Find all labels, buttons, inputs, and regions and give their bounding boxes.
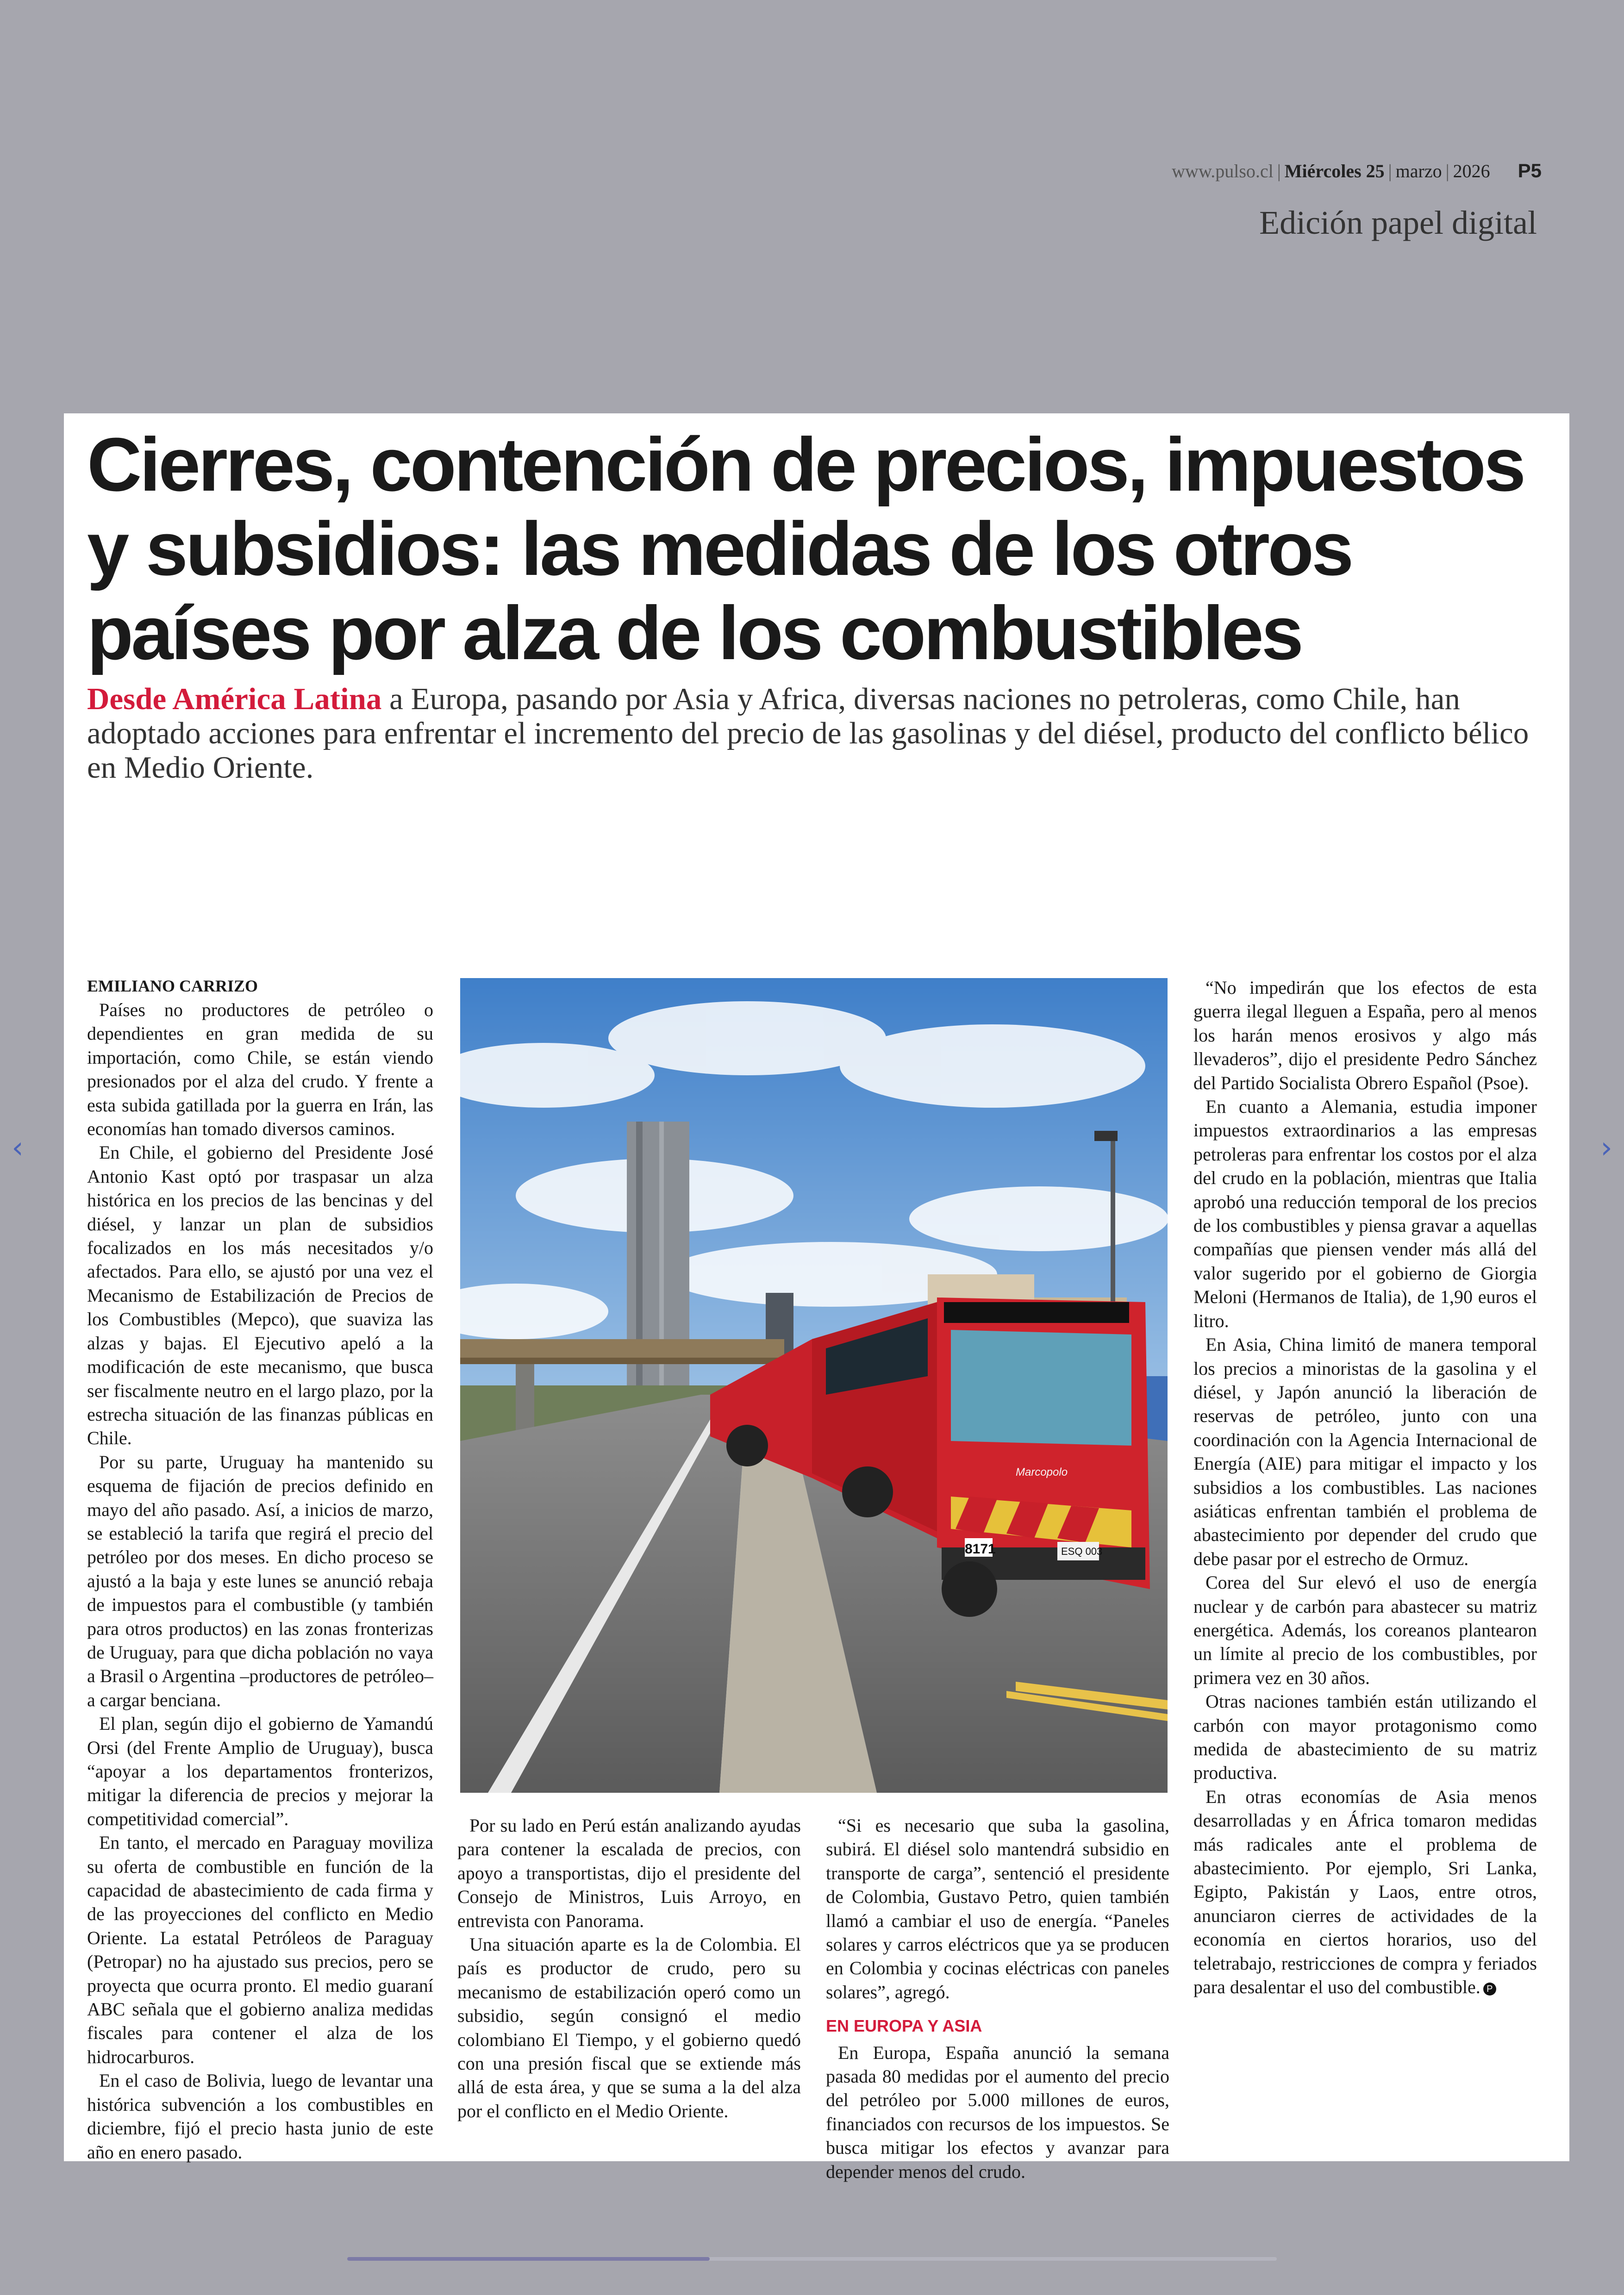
masthead-meta: www.pulso.cl | Miércoles 25 | marzo | 2026 P5 bbox=[1172, 160, 1542, 181]
prev-page-button[interactable] bbox=[4, 1129, 31, 1166]
paragraph-final bbox=[1193, 1785, 1537, 1999]
newspaper-page bbox=[64, 413, 1569, 2182]
paragraph: En Europa, España anunció la semana pasada 80 medidas por el aumento del precio del petróleo por 5.000 millones de euros, financiados con recursos de los impuestos. Se busca mitigar los efectos y avanzar para depender menos del crudo. bbox=[826, 2042, 1169, 2182]
paragraph: En Chile, el gobierno del Presidente José Antonio Kast optó por traspasar un alza histórica en los precios de las bencinas y del diésel, y lanzar un plan de subsidios focalizados en los más necesitados y/o afectados. Para ello, se ajustó por una vez el Mecanismo de Estabilización de Precios de los Combustibles (Mepco), que suaviza las alzas y bajas. El Ejecutivo apeló a la modificación de este mecanismo, que busca ser fiscalmente neutro en el largo plazo, por la estrecha situación de las finanzas públicas en Chile. bbox=[87, 1142, 433, 1449]
paragraph: En el caso de Bolivia, luego de levantar una histórica subvención a los combustibles en diciembre, fijó el precio hasta junio de este año en enero pasado. bbox=[87, 2070, 433, 2163]
edition-weekday-day: Miércoles 25 bbox=[1284, 161, 1385, 181]
paragraph: Corea del Sur elevó el uso de energía nuclear y de carbón para abastecer su matriz energética. Además, los coreanos plantearon un límite al precio de los combustibles, por primera vez en 30 años. bbox=[1193, 1572, 1537, 1688]
byline: EMILIANO CARRIZO bbox=[87, 977, 258, 995]
paragraph: “Si es necesario que suba la gasolina, subirá. El diésel solo mantendrá subsidio en transporte de carga”, sentenció el presidente de Colombia, Gustavo Petro, quien también llamó a cambiar el uso de energía. “Paneles solares y carros eléctricos que ya se producen en Colombia y cocinas eléctricas con paneles solares”, agregó. bbox=[826, 1815, 1169, 2002]
paragraph: Otras naciones también están utilizando el carbón con mayor protagonismo como medida de abastecimiento de su matriz productiva. bbox=[1193, 1691, 1537, 1784]
paragraph: En cuanto a Alemania, estudia imponer impuestos extraordinarios a las empresas petroleras para enfrentar los costos por el alza del crudo en la población, mientras que Italia aprobó una reducción temporal de los precios de los combustibles y piensa gravar a aquellas compañías que piensen vender más allá del valor sugerido por el gobierno de Giorgia Meloni (Hermanos de Italia), de 1,90 euros el litro. bbox=[1193, 1096, 1537, 1331]
article-column-1 bbox=[87, 976, 433, 2164]
article-column-4 bbox=[1193, 976, 1537, 1999]
paragraph: Por su lado en Perú están analizando ayudas para contener la escalada de precios, con apoyo a transportistas, dijo el presidente del Consejo de Ministros, Luis Arroyo, en entrevista con Panorama. bbox=[457, 1815, 801, 1931]
article-photo-bus bbox=[460, 978, 1168, 1793]
bus-number: 8171 bbox=[965, 1541, 996, 1557]
section-subhead: EN EUROPA Y ASIA bbox=[826, 2016, 982, 2036]
deck-text: a Europa, pasando por Asia y Africa, diversas naciones no petroleras, como Chile, han adoptado acciones para enfrentar el incremento del precio de las gasolinas y del diésel, producto del conflicto bélico en Medio Oriente. bbox=[87, 682, 1529, 785]
paragraph: El plan, según dijo el gobierno de Yamandú Orsi (del Frente Amplio de Uruguay), busca “apoyar a los departamentos fronterizos, mitigar la diferencia de precios y mejorar la competitividad comercial”. bbox=[87, 1713, 433, 1829]
article-deck bbox=[87, 682, 1559, 785]
paragraph: Países no productores de petróleo o dependientes en gran medida de su importación, como Chile, se están viendo presionados por el alza del crudo. Y frente a esta subida gatillada por la guerra en Irán, las economías han tomado diversos caminos. bbox=[87, 999, 433, 1140]
article-headline: Cierres, contención de precios, impuestos y subsidios: las medidas de los otros países por alza de los combustibles bbox=[87, 422, 1524, 675]
paragraph: En tanto, el mercado en Paraguay moviliza su oferta de combustible en función de la capacidad de abastecimiento de cada firma y de las proyecciones del conflicto en Medio Oriente. La estatal Petróleos de Paraguay (Petropar) no ha ajustado sus precios, pero se proyecta que ocurra pronto. El medio guaraní ABC señala que el gobierno analiza medidas fiscales para contener el alza de los hidrocarburos. bbox=[87, 1832, 433, 2067]
end-mark-icon: P bbox=[1483, 1983, 1496, 1996]
page-scrollbar-thumb[interactable] bbox=[347, 2257, 710, 2261]
bus-brand: Marcopolo bbox=[1016, 1466, 1068, 1478]
page-scrollbar[interactable] bbox=[347, 2257, 1277, 2261]
edition-month: marzo bbox=[1395, 161, 1442, 181]
deck-lead: Desde América Latina bbox=[87, 682, 382, 716]
article-column-3 bbox=[826, 1814, 1169, 2183]
chevron-right-icon: › bbox=[1600, 1131, 1612, 1165]
article-column-2 bbox=[457, 1814, 801, 2123]
next-page-button[interactable] bbox=[1593, 1129, 1620, 1166]
page-label: P5 bbox=[1518, 160, 1542, 181]
bus-plate: ESQ 003 bbox=[1061, 1546, 1103, 1557]
paragraph: En Asia, China limitó de manera temporal los precios a minoristas de la gasolina y el diésel, y Japón anunció la liberación de reservas de petróleo, junto con una coordinación con la Agencia Internacional de Energía (AIE) para mitigar el impacto y los subsidios a los combustibles. Las naciones asiáticas enfrentan también el problema de abastecimiento por depender del crudo que debe pasar por el estrecho de Ormuz. bbox=[1193, 1334, 1537, 1569]
chevron-left-icon: ‹ bbox=[12, 1131, 24, 1165]
site-url: www.pulso.cl bbox=[1172, 161, 1274, 181]
paragraph: Una situación aparte es la de Colombia. El país es productor de crudo, pero su mecanismo de estabilización operó como un subsidio, según consignó el medio colombiano El Tiempo, y el gobierno quedó con una presión fiscal que se extiende más allá de esta área, y que se suma a la del alza por el conflicto en el Medio Oriente. bbox=[457, 1934, 801, 2121]
edition-label: Edición papel digital bbox=[1259, 204, 1537, 241]
edition-year: 2026 bbox=[1453, 161, 1490, 181]
paragraph: Por su parte, Uruguay ha mantenido su esquema de fijación de precios definido en mayo del año pasado. Así, a inicios de marzo, se estableció la tarifa que regirá el precio del petróleo por dos meses. En dicho proceso se ajustó a la baja y este lunes se anunció rebaja de impuestos para el combustible (y también para otros productos) en las zonas fronterizas de Uruguay, para que dicha población no vaya a Brasil o Argentina –productores de petróleo– a cargar benciana. bbox=[87, 1451, 433, 1710]
paragraph: “No impedirán que los efectos de esta guerra ilegal lleguen a España, pero al menos los harán menos erosivos y algo más llevaderos”, dijo el presidente Pedro Sánchez del Partido Socialista Obrero Español (Psoe). bbox=[1193, 977, 1537, 1093]
paragraph-final-text: En otras economías de Asia menos desarrolladas y en África tomaron medidas más radicales ante el problema de abastecimiento. Por ejemplo, Sri Lanka, Egipto, Pakistán y Laos, entre otros, anunciaron cierres de actividades de la economía en ciertos horarios, uso del teletrabajo, restricciones de compra y feriados para desalentar el uso del combustible. bbox=[1193, 1786, 1537, 1998]
